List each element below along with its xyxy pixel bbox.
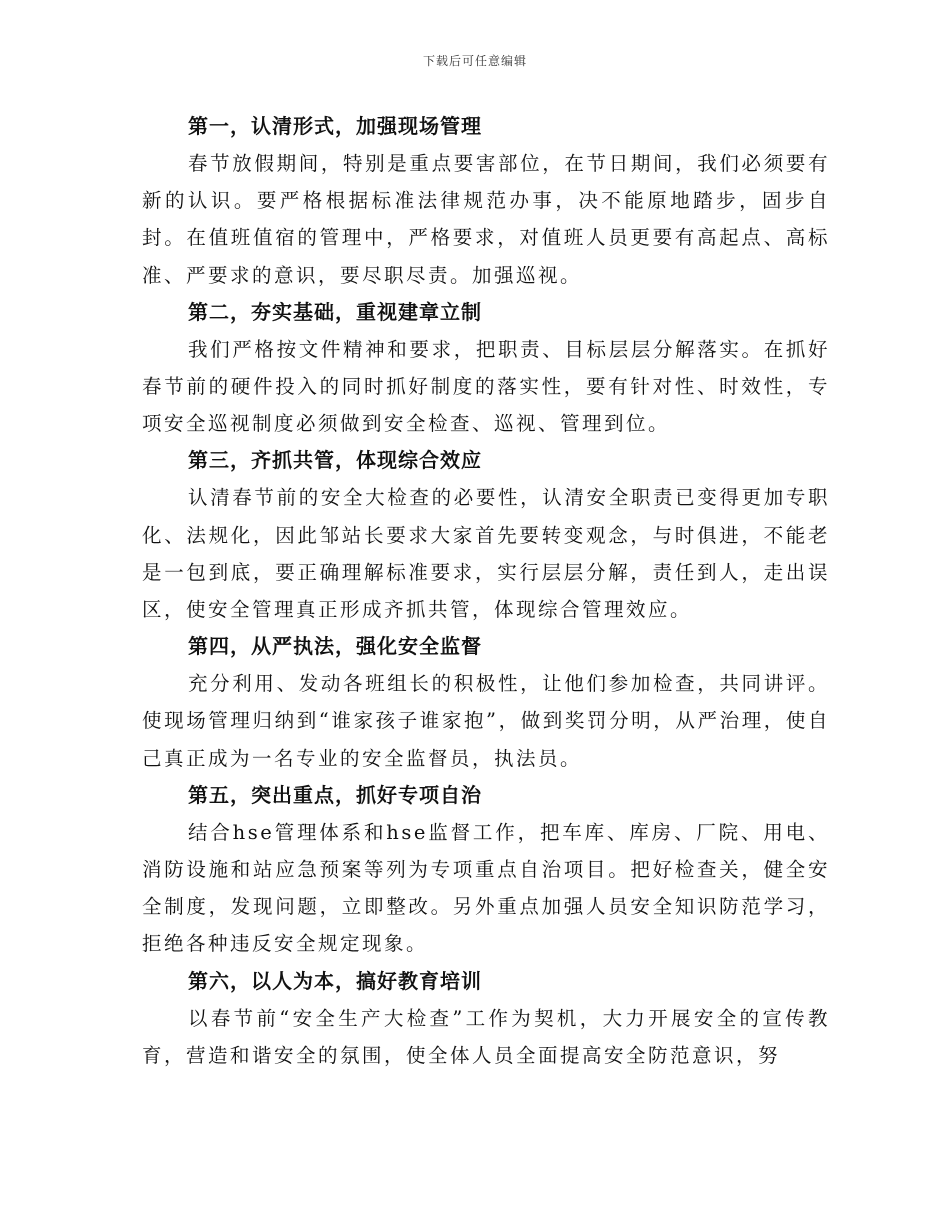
section-4 <box>142 628 830 777</box>
section-heading: 第三，齐抓共管，体现综合效应 <box>188 448 482 473</box>
section-3 <box>142 442 830 628</box>
section-paragraph: 认清春节前的安全大检查的必要性，认清安全职责已变得更加专职化、法规化，因此邹站长要求大家首先要转变观念，与时俱进，不能老是一包到底，要正确理解标准要求，实行层层分解，责任到人，走出误区，使安全管理真正形成齐抓共管，体现综合管理效应。 <box>142 486 830 622</box>
section-heading: 第五，突出重点，抓好专项自治 <box>188 782 482 807</box>
section-5 <box>142 777 830 963</box>
section-paragraph: 我们严格按文件精神和要求，把职责、目标层层分解落实。在抓好春节前的硬件投入的同时抓好制度的落实性，要有针对性、时效性，专项安全巡视制度必须做到安全检查、巡视、管理到位。 <box>142 337 830 436</box>
section-2 <box>142 294 830 443</box>
document-body <box>142 108 830 1074</box>
page-header: 下载后可任意编辑 <box>422 54 527 68</box>
section-paragraph: 充分利用、发动各班组长的积极性，让他们参加检查，共同讲评。使现场管理归纳到“谁家孩子谁家抱”，做到奖罚分明，从严治理，使自己真正成为一名专业的安全监督员，执法员。 <box>142 672 830 770</box>
section-paragraph: 以春节前“安全生产大检查”工作为契机，大力开展安全的宣传教育，营造和谐安全的氛围，使全体人员全面提高安全防范意识，努 <box>142 1006 830 1067</box>
section-6 <box>142 963 830 1074</box>
section-paragraph: 春节放假期间，特别是重点要害部位，在节日期间，我们必须要有新的认识。要严格根据标准法律规范办事，决不能原地踏步，固步自封。在值班值宿的管理中，严格要求，对值班人员更要有高起点、高标准、严要求的意识，要尽职尽责。加强巡视。 <box>142 152 830 287</box>
section-paragraph: 结合hse管理体系和hse监督工作，把车库、库房、厂院、用电、消防设施和站应急预案等列为专项重点自治项目。把好检查关，健全安全制度，发现问题，立即整改。另外重点加强人员安全知识防范学习，拒绝各种违反安全规定现象。 <box>142 820 830 956</box>
section-1 <box>142 108 830 294</box>
section-heading: 第四，从严执法，强化安全监督 <box>188 634 482 659</box>
section-heading: 第一，认清形式，加强现场管理 <box>188 114 482 138</box>
section-heading: 第六，以人为本，搞好教育培训 <box>188 968 482 993</box>
section-heading: 第二，夯实基础，重视建章立制 <box>188 299 482 324</box>
